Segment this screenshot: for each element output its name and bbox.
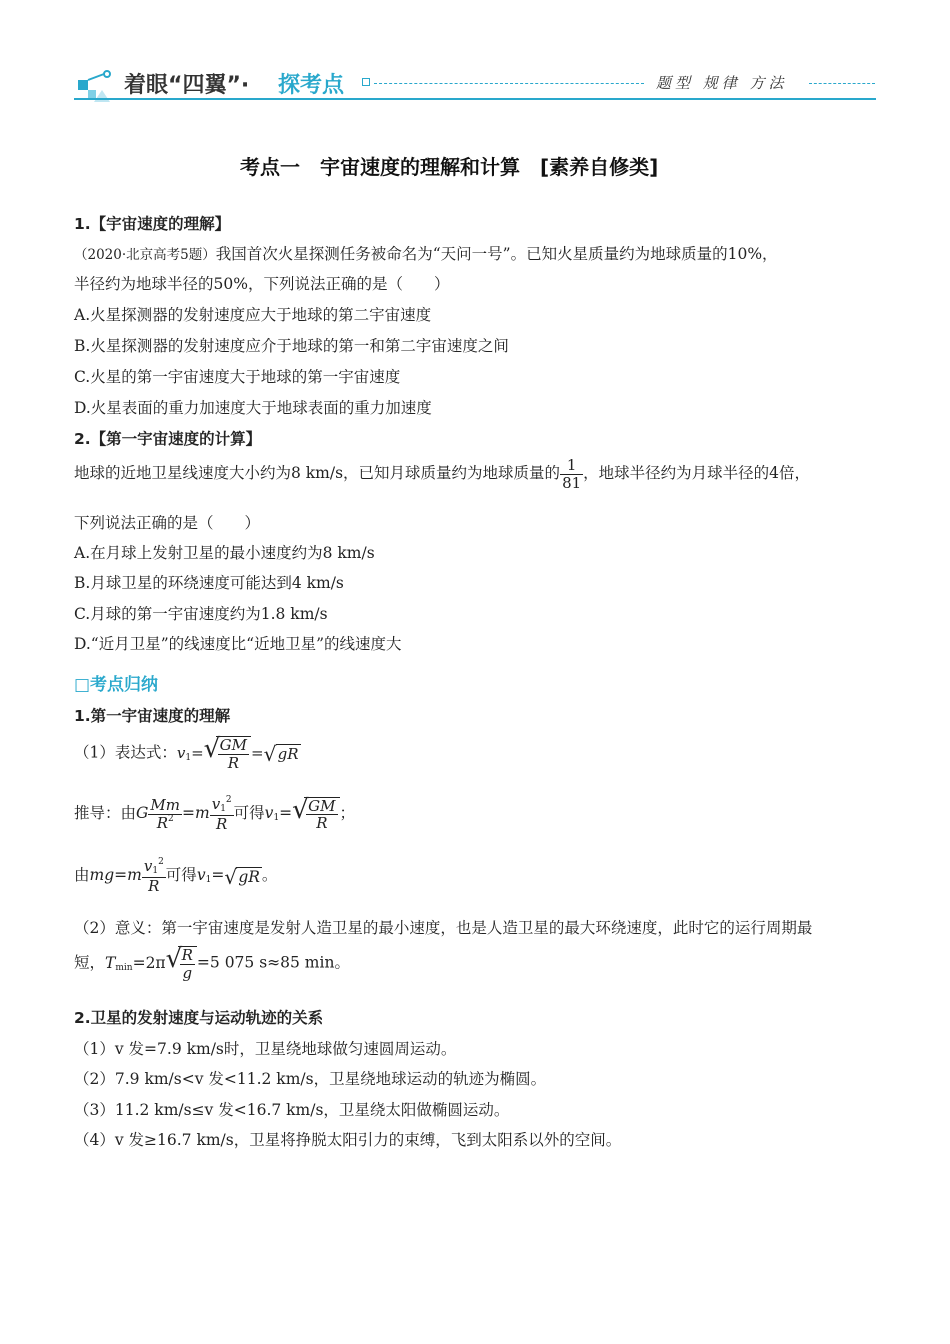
from-label: 由: [74, 866, 90, 885]
q1-heading: 1.【宇宙速度的理解】: [74, 215, 231, 233]
header-dashed-line-right: [809, 83, 875, 84]
header-dashed-line: [374, 83, 644, 84]
q2-option-b: B.月球卫星的环绕速度可能达到4 km/s: [74, 574, 344, 592]
summary-item-3: （3）11.2 km/s≤v 发<16.7 km/s，卫星绕太阳做椭圆运动。: [74, 1101, 510, 1119]
q2-option-c: C.月球的第一宇宙速度约为1.8 km/s: [74, 605, 328, 623]
expr-formula: $v_1=$ √ $\frac{GM}{R}$ = √ gR: [176, 734, 299, 772]
header-underline: [74, 98, 876, 100]
summary-s2-title: 2.卫星的发射速度与运动轨迹的关系: [74, 1009, 324, 1027]
summary-item-4: （4）v 发≥16.7 km/s，卫星将挣脱太阳引力的束缚，飞到太阳系以外的空间。: [74, 1131, 622, 1149]
expr-label: （1）表达式：: [74, 743, 177, 762]
from-formula-1: mg=m $\frac{v_1^2}{R}$: [89, 857, 164, 895]
from-end: 。: [261, 866, 278, 885]
q2-heading: 2.【第一宇宙速度的计算】: [74, 430, 262, 448]
header-title-part1: 着眼“四翼”·: [124, 73, 250, 98]
summary-meaning-line1: （2）意义：第一宇宙速度是发射人造卫星的最小速度，也是人造卫星的最大环绕速度，此时它的运行周期最: [74, 919, 813, 937]
q2-stem-line1: [74, 457, 810, 491]
q2-stem-line2: 下列说法正确的是（ ）: [74, 514, 261, 532]
header-title-part2: 探考点: [278, 73, 345, 98]
from-mid: 可得: [165, 866, 197, 885]
summary-from-line: [74, 858, 277, 894]
derive-formula-2: $v_1=$ √ $\frac{GM}{R}$: [265, 804, 340, 822]
q1-stem-line2: 半径约为地球半径的50%，下列说法正确的是（ ）: [74, 275, 450, 293]
header-banner: [74, 66, 876, 106]
summary-derivation-line: [74, 796, 355, 832]
summary-item-1: （1）v 发=7.9 km/s时，卫星绕地球做匀速圆周运动。: [74, 1040, 457, 1058]
q2-stem-text1b: ，地球半径约为月球半径的4倍，: [583, 464, 811, 482]
q2-frac-num: 1: [560, 457, 583, 475]
q1-option-c: C.火星的第一宇宙速度大于地球的第一宇宙速度: [74, 368, 401, 386]
summary-s1-title: 1.第一宇宙速度的理解: [74, 707, 231, 725]
derive-formula-1: G $\frac{Mm}{R^2}$ =m $\frac{v_1^2}{R}$: [136, 795, 232, 833]
q1-stem-text1: 我国首次火星探测任务被命名为“天问一号”。已知火星质量约为地球质量的10%，: [215, 245, 778, 263]
q2-frac-den: 81: [562, 473, 582, 492]
summary-item-2: （2）7.9 km/s<v 发<11.2 km/s，卫星绕地球运动的轨迹为椭圆。: [74, 1070, 547, 1088]
q1-option-a: A.火星探测器的发射速度应大于地球的第二宇宙速度: [74, 306, 432, 324]
period-formula: $T_{min}=2\pi$ √ $\frac{R}{g}$: [105, 954, 197, 972]
header-small-square-icon: [362, 78, 370, 86]
q1-stem-line1: [74, 242, 778, 264]
q2-option-d: D.“近月卫星”的线速度比“近地卫星”的线速度大: [74, 635, 402, 653]
derive-label: 推导：由: [74, 804, 137, 823]
q2-option-a: A.在月球上发射卫星的最小速度约为8 km/s: [74, 544, 375, 562]
from-formula-2: $v_1=$ √ gR: [196, 864, 260, 889]
meaning-line2-b: =5 075 s≈85 min。: [196, 953, 350, 972]
q1-option-b: B.火星探测器的发射速度应介于地球的第一和第二宇宙速度之间: [74, 337, 509, 355]
q1-source: （2020·北京高考5题）: [74, 247, 216, 263]
section-title: 考点一 宇宙速度的理解和计算 [素养自修类]: [240, 155, 659, 179]
derive-end: ；: [339, 804, 356, 823]
q2-stem-text1a: 地球的近地卫星线速度大小约为8 km/s，已知月球质量约为地球质量的: [74, 464, 561, 482]
derive-mid: 可得: [233, 804, 265, 823]
meaning-line2-a: 短，: [74, 953, 106, 972]
summary-meaning-line2: [74, 946, 350, 981]
summary-expression-line: [74, 736, 301, 771]
header-right-tags: 题型 规律 方法: [656, 74, 788, 92]
q1-option-d: D.火星表面的重力加速度大于地球表面的重力加速度: [74, 399, 432, 417]
summary-heading: □考点归纳: [74, 675, 159, 695]
q2-fraction: [560, 457, 583, 491]
